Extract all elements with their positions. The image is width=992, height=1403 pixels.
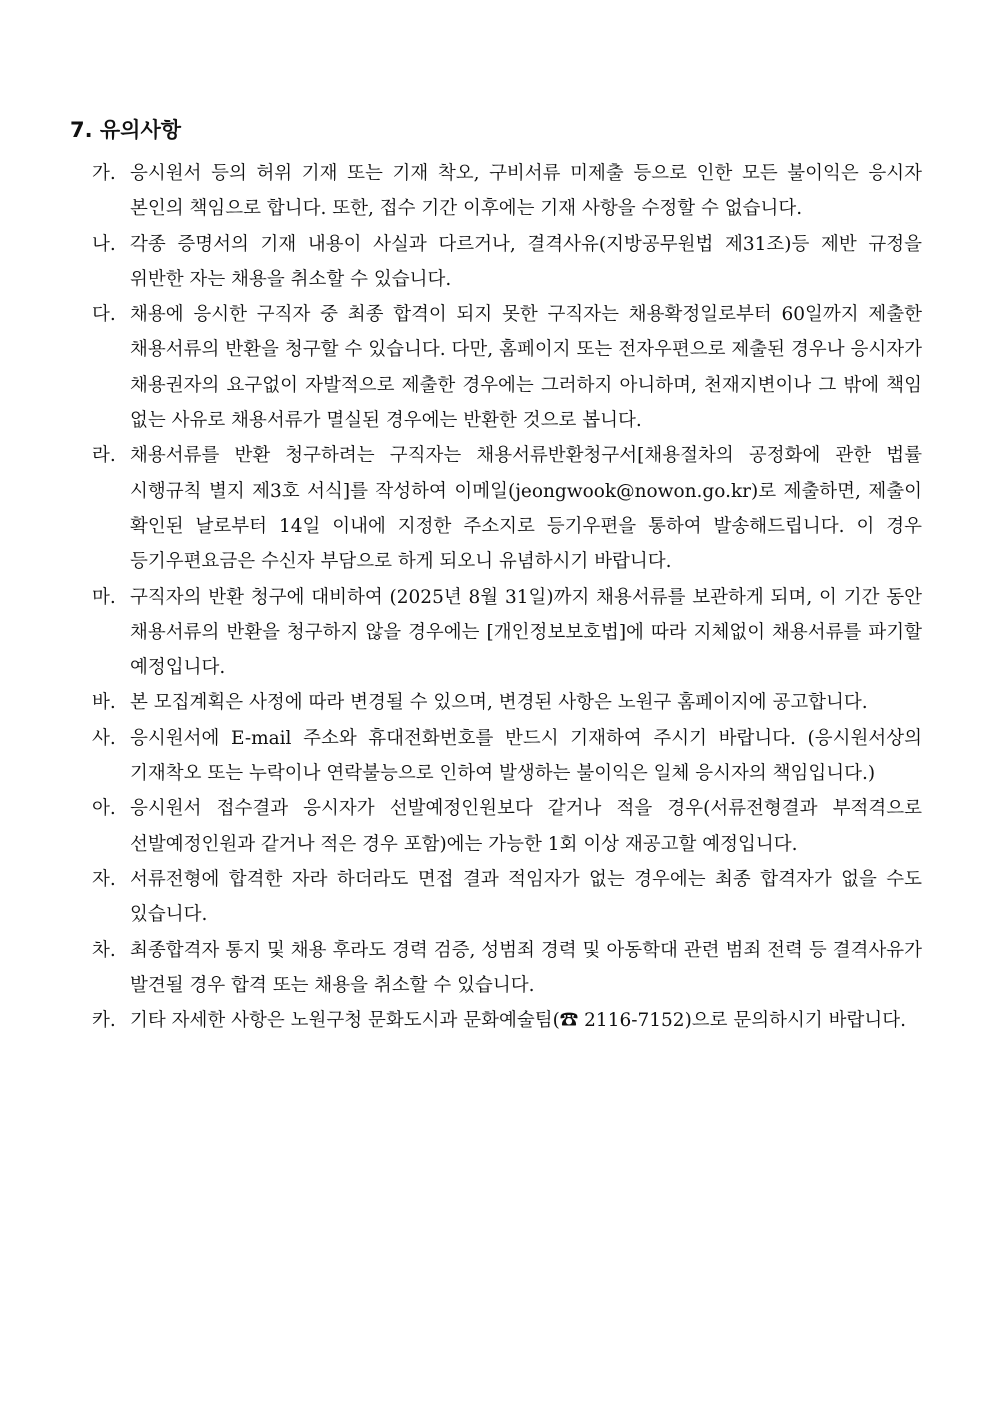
section-title: 7. 유의사항 [70,118,182,142]
notice-item-ra [92,438,922,579]
notice-text: 응시원서 등의 허위 기재 또는 기재 착오, 구비서류 미제출 등으로 인한 모든 불이익은 응시자 본인의 책임으로 합니다. 또한, 접수 기간 이후에는 기재 사항을 수정할 수 없습니다. [130,163,922,220]
notice-item-cha [92,933,922,1004]
notice-list [92,156,922,1038]
notice-text: 응시원서 접수결과 응시자가 선발예정인원보다 같거나 적을 경우(서류전형결과 부적격으로 선발예정인원과 같거나 적은 경우 포함)에는 가능한 1회 이상 재공고할 예정입니다. [130,798,922,855]
notice-marker: 차. [92,939,116,961]
notice-text: 각종 증명서의 기재 내용이 사실과 다르거나, 결격사유(지방공무원법 제31조)등 제반 규정을 위반한 자는 채용을 취소할 수 있습니다. [130,233,922,290]
notice-marker: 사. [92,727,116,749]
notice-marker: 나. [92,233,116,255]
notice-item-sa [92,721,922,792]
notice-text: 채용서류를 반환 청구하려는 구직자는 채용서류반환청구서[채용절차의 공정화에 관한 법률 시행규칙 별지 제3호 서식]를 작성하여 이메일(jeongwook@nowon.go.kr)로 제출하면, 제출이 확인된 날로부터 14일 이내에 지정한 주소지로 등기우편을 통하여 발송해드립니다. 이 경우 등기우편요금은 수신자 부담으로 하게 되오니 유념하시기 바랍니다. [130,445,922,573]
notice-marker: 자. [92,868,116,890]
notice-marker: 바. [92,692,116,714]
notice-item-ja [92,862,922,933]
notice-marker: 라. [92,445,116,467]
notice-text: 채용에 응시한 구직자 중 최종 합격이 되지 못한 구직자는 채용확정일로부터 60일까지 제출한 채용서류의 반환을 청구할 수 있습니다. 다만, 홈페이지 또는 전자우편으로 제출된 경우나 응시자가 채용권자의 요구없이 자발적으로 제출한 경우에는 그러하지 아니하며, 천재지변이나 그 밖에 책임 없는 사유로 채용서류가 멸실된 경우에는 반환한 것으로 봅니다. [130,304,922,432]
notice-item-ma [92,580,922,686]
notice-text: 응시원서에 E-mail 주소와 휴대전화번호를 반드시 기재하여 주시기 바랍니다. (응시원서상의 기재착오 또는 누락이나 연락불능으로 인하여 발생하는 불이익은 일체 응시자의 책임입니다.) [130,727,922,785]
notice-marker: 다. [92,304,116,326]
notice-text: 본 모집계획은 사정에 따라 변경될 수 있으며, 변경된 사항은 노원구 홈페이지에 공고합니다. [130,692,868,714]
notice-text: 구직자의 반환 청구에 대비하여 (2025년 8월 31일)까지 채용서류를 보관하게 되며, 이 기간 동안 채용서류의 반환을 청구하지 않을 경우에는 [개인정보보호법]에 따라 지체없이 채용서류를 파기할 예정입니다. [130,586,922,679]
notice-item-ka [92,1003,922,1038]
notice-text: 서류전형에 합격한 자라 하더라도 면접 결과 적임자가 없는 경우에는 최종 합격자가 없을 수도 있습니다. [130,868,922,926]
notice-marker: 마. [92,586,116,608]
notice-item-ba [92,685,922,720]
notice-item-a [92,791,922,862]
notice-marker: 가. [92,163,116,184]
notice-marker: 카. [92,1010,116,1032]
notice-item-na [92,227,922,298]
notice-item-da [92,297,922,438]
notice-text: 최종합격자 통지 및 채용 후라도 경력 검증, 성범죄 경력 및 아동학대 관련 범죄 전력 등 결격사유가 발견될 경우 합격 또는 채용을 취소할 수 있습니다. [130,939,922,996]
notice-text: 기타 자세한 사항은 노원구청 문화도시과 문화예술팀(☎ 2116-7152)으로 문의하시기 바랍니다. [130,1010,907,1032]
notice-item-ga [92,156,922,227]
notice-marker: 아. [92,798,116,820]
